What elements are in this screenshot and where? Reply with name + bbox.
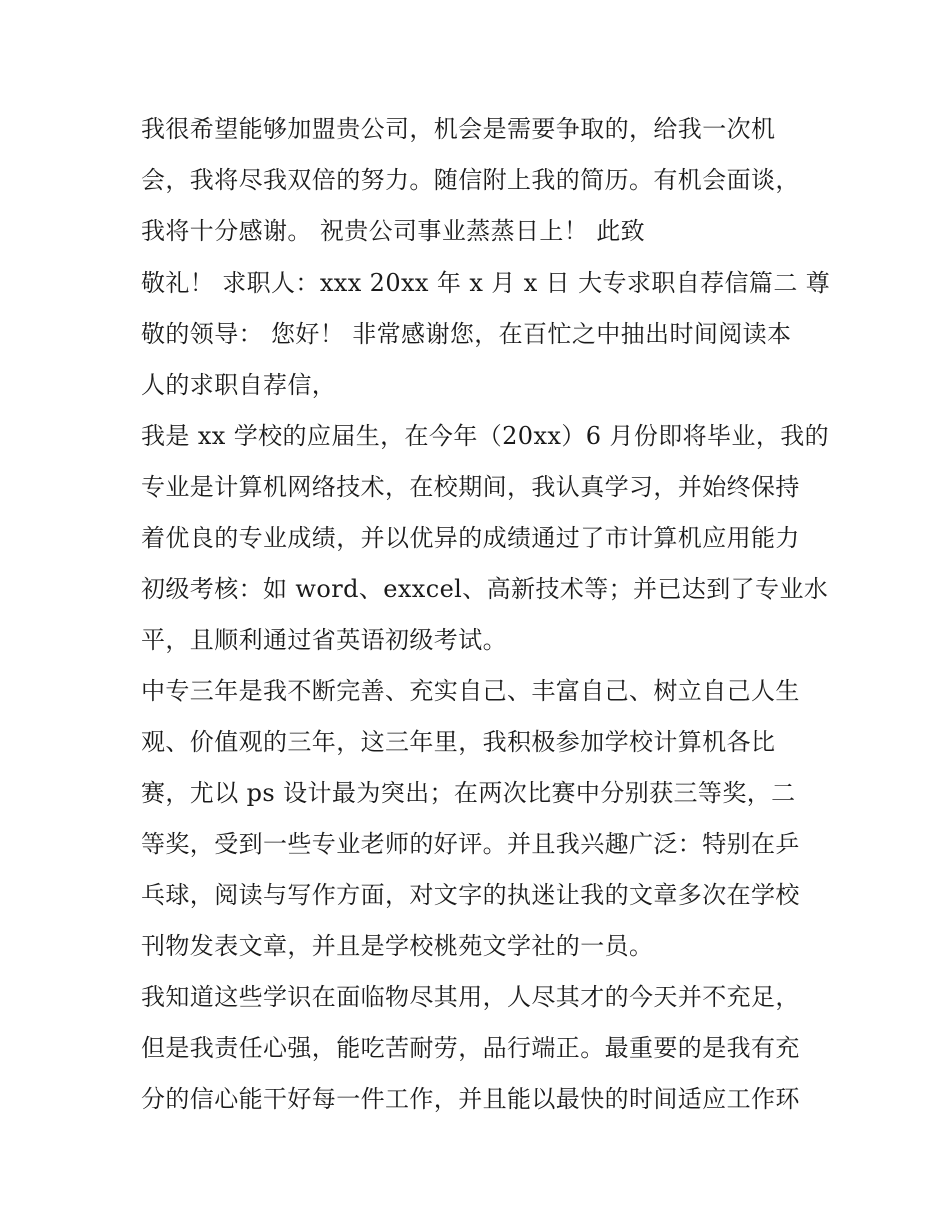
text-line: 我将十分感谢。 祝贵公司事业蒸蒸日上！ 此致 [141,217,646,245]
text-line: 等奖，受到一些专业老师的好评。并且我兴趣广泛：特别在乒 [141,830,800,858]
text-line: 我是 xx 学校的应届生，在今年（20xx）6 月份即将毕业，我的 [141,422,830,450]
text-line: 中专三年是我不断完善、充实自己、丰富自己、树立自己人生 [141,677,800,705]
text-line: 乓球，阅读与写作方面，对文字的执迷让我的文章多次在学校 [141,881,800,909]
text-line: 初级考核：如 word、exxcel、高新技术等；并已达到了专业水 [141,575,829,603]
text-line: 我知道这些学识在面临物尽其用，人尽其才的今天并不充足， [141,983,800,1011]
text-line: 但是我责任心强，能吃苦耐劳，品行端正。最重要的是我有充 [141,1034,800,1062]
text-line: 平，且顺利通过省英语初级考试。 [141,626,507,654]
text-line: 刊物发表文章，并且是学校桃苑文学社的一员。 [141,932,654,960]
text-line: 我很希望能够加盟贵公司，机会是需要争取的，给我一次机 [141,115,776,143]
text-line: 人的求职自荐信， [141,371,337,399]
text-line: 分的信心能干好每一件工作，并且能以最快的时间适应工作环 [141,1085,800,1113]
text-line: 着优良的专业成绩，并以优异的成绩通过了市计算机应用能力 [141,524,800,552]
text-line: 敬的领导： 您好！ 非常感谢您，在百忙之中抽出时间阅读本 [141,320,792,348]
text-line: 专业是计算机网络技术，在校期间，我认真学习，并始终保持 [141,473,800,501]
text-line: 敬礼！ 求职人：xxx 20xx 年 x 月 x 日 大专求职自荐信篇二 尊 [141,269,831,297]
text-line: 赛，尤以 ps 设计最为突出；在两次比赛中分别获三等奖，二 [141,779,796,807]
text-line: 观、价值观的三年，这三年里，我积极参加学校计算机各比 [141,728,776,756]
text-line: 会，我将尽我双倍的努力。随信附上我的简历。有机会面谈， [141,166,800,194]
